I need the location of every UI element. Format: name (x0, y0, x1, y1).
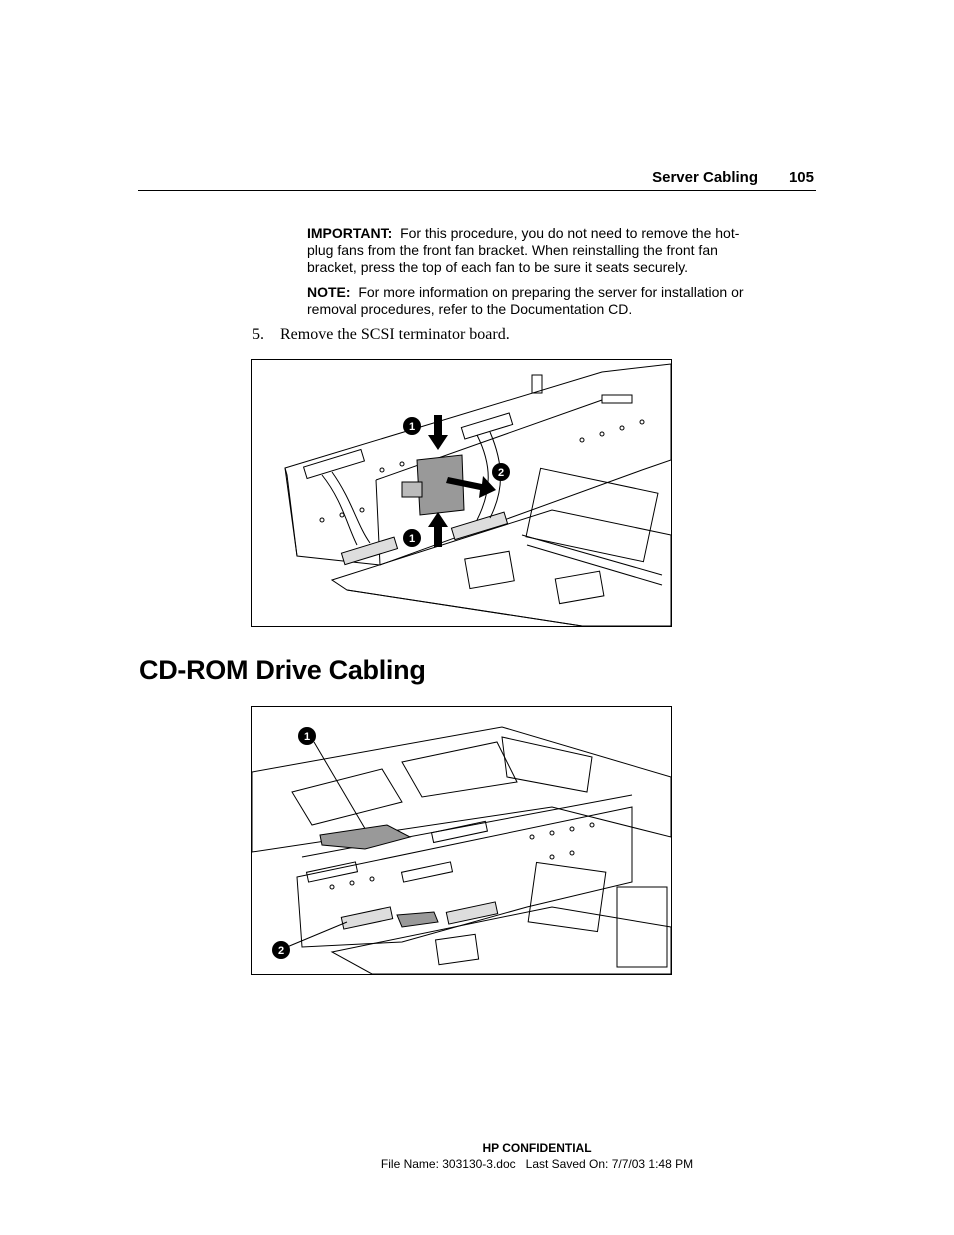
section-heading: CD-ROM Drive Cabling (139, 655, 426, 685)
important-note (307, 225, 755, 276)
footer-confidential: HP CONFIDENTIAL (482, 1141, 592, 1155)
cdrom-cabling-figure (251, 706, 672, 975)
note-text: For more information on preparing the server for installation or removal procedures, refer to the Documentation CD. (307, 284, 744, 317)
procedure-step (252, 326, 510, 344)
callout-2 (492, 463, 510, 481)
svg-text:2: 2 (497, 467, 505, 479)
note-label: NOTE: (307, 284, 351, 300)
callout-1-bottom (403, 529, 421, 547)
svg-text:2: 2 (277, 945, 285, 957)
svg-text:1: 1 (408, 421, 416, 433)
page-number: 105 (788, 169, 814, 186)
scsi-terminator-figure (251, 359, 672, 627)
step-text: Remove the SCSI terminator board. (280, 326, 510, 343)
step-number: 5. (252, 326, 264, 343)
scsi-terminator-illustration (252, 360, 671, 626)
footer-file-info: File Name: 303130-3.doc Last Saved On: 7/7/03 1:48 PM (380, 1157, 694, 1171)
callout-2 (272, 941, 290, 959)
running-header (138, 168, 816, 191)
callout-1 (298, 727, 316, 745)
important-label: IMPORTANT: (307, 225, 393, 241)
important-text: For this procedure, you do not need to remove the hot-plug fans from the front fan bracket. When reinstalling the front fan bracket, press the top of each fan to be sure it seats securely. (307, 225, 740, 275)
header-section-title: Server Cabling (652, 169, 758, 186)
svg-text:1: 1 (408, 533, 416, 545)
cdrom-cabling-illustration (252, 707, 671, 974)
svg-text:1: 1 (303, 731, 311, 743)
info-note (307, 284, 755, 318)
callout-1-top (403, 417, 421, 435)
